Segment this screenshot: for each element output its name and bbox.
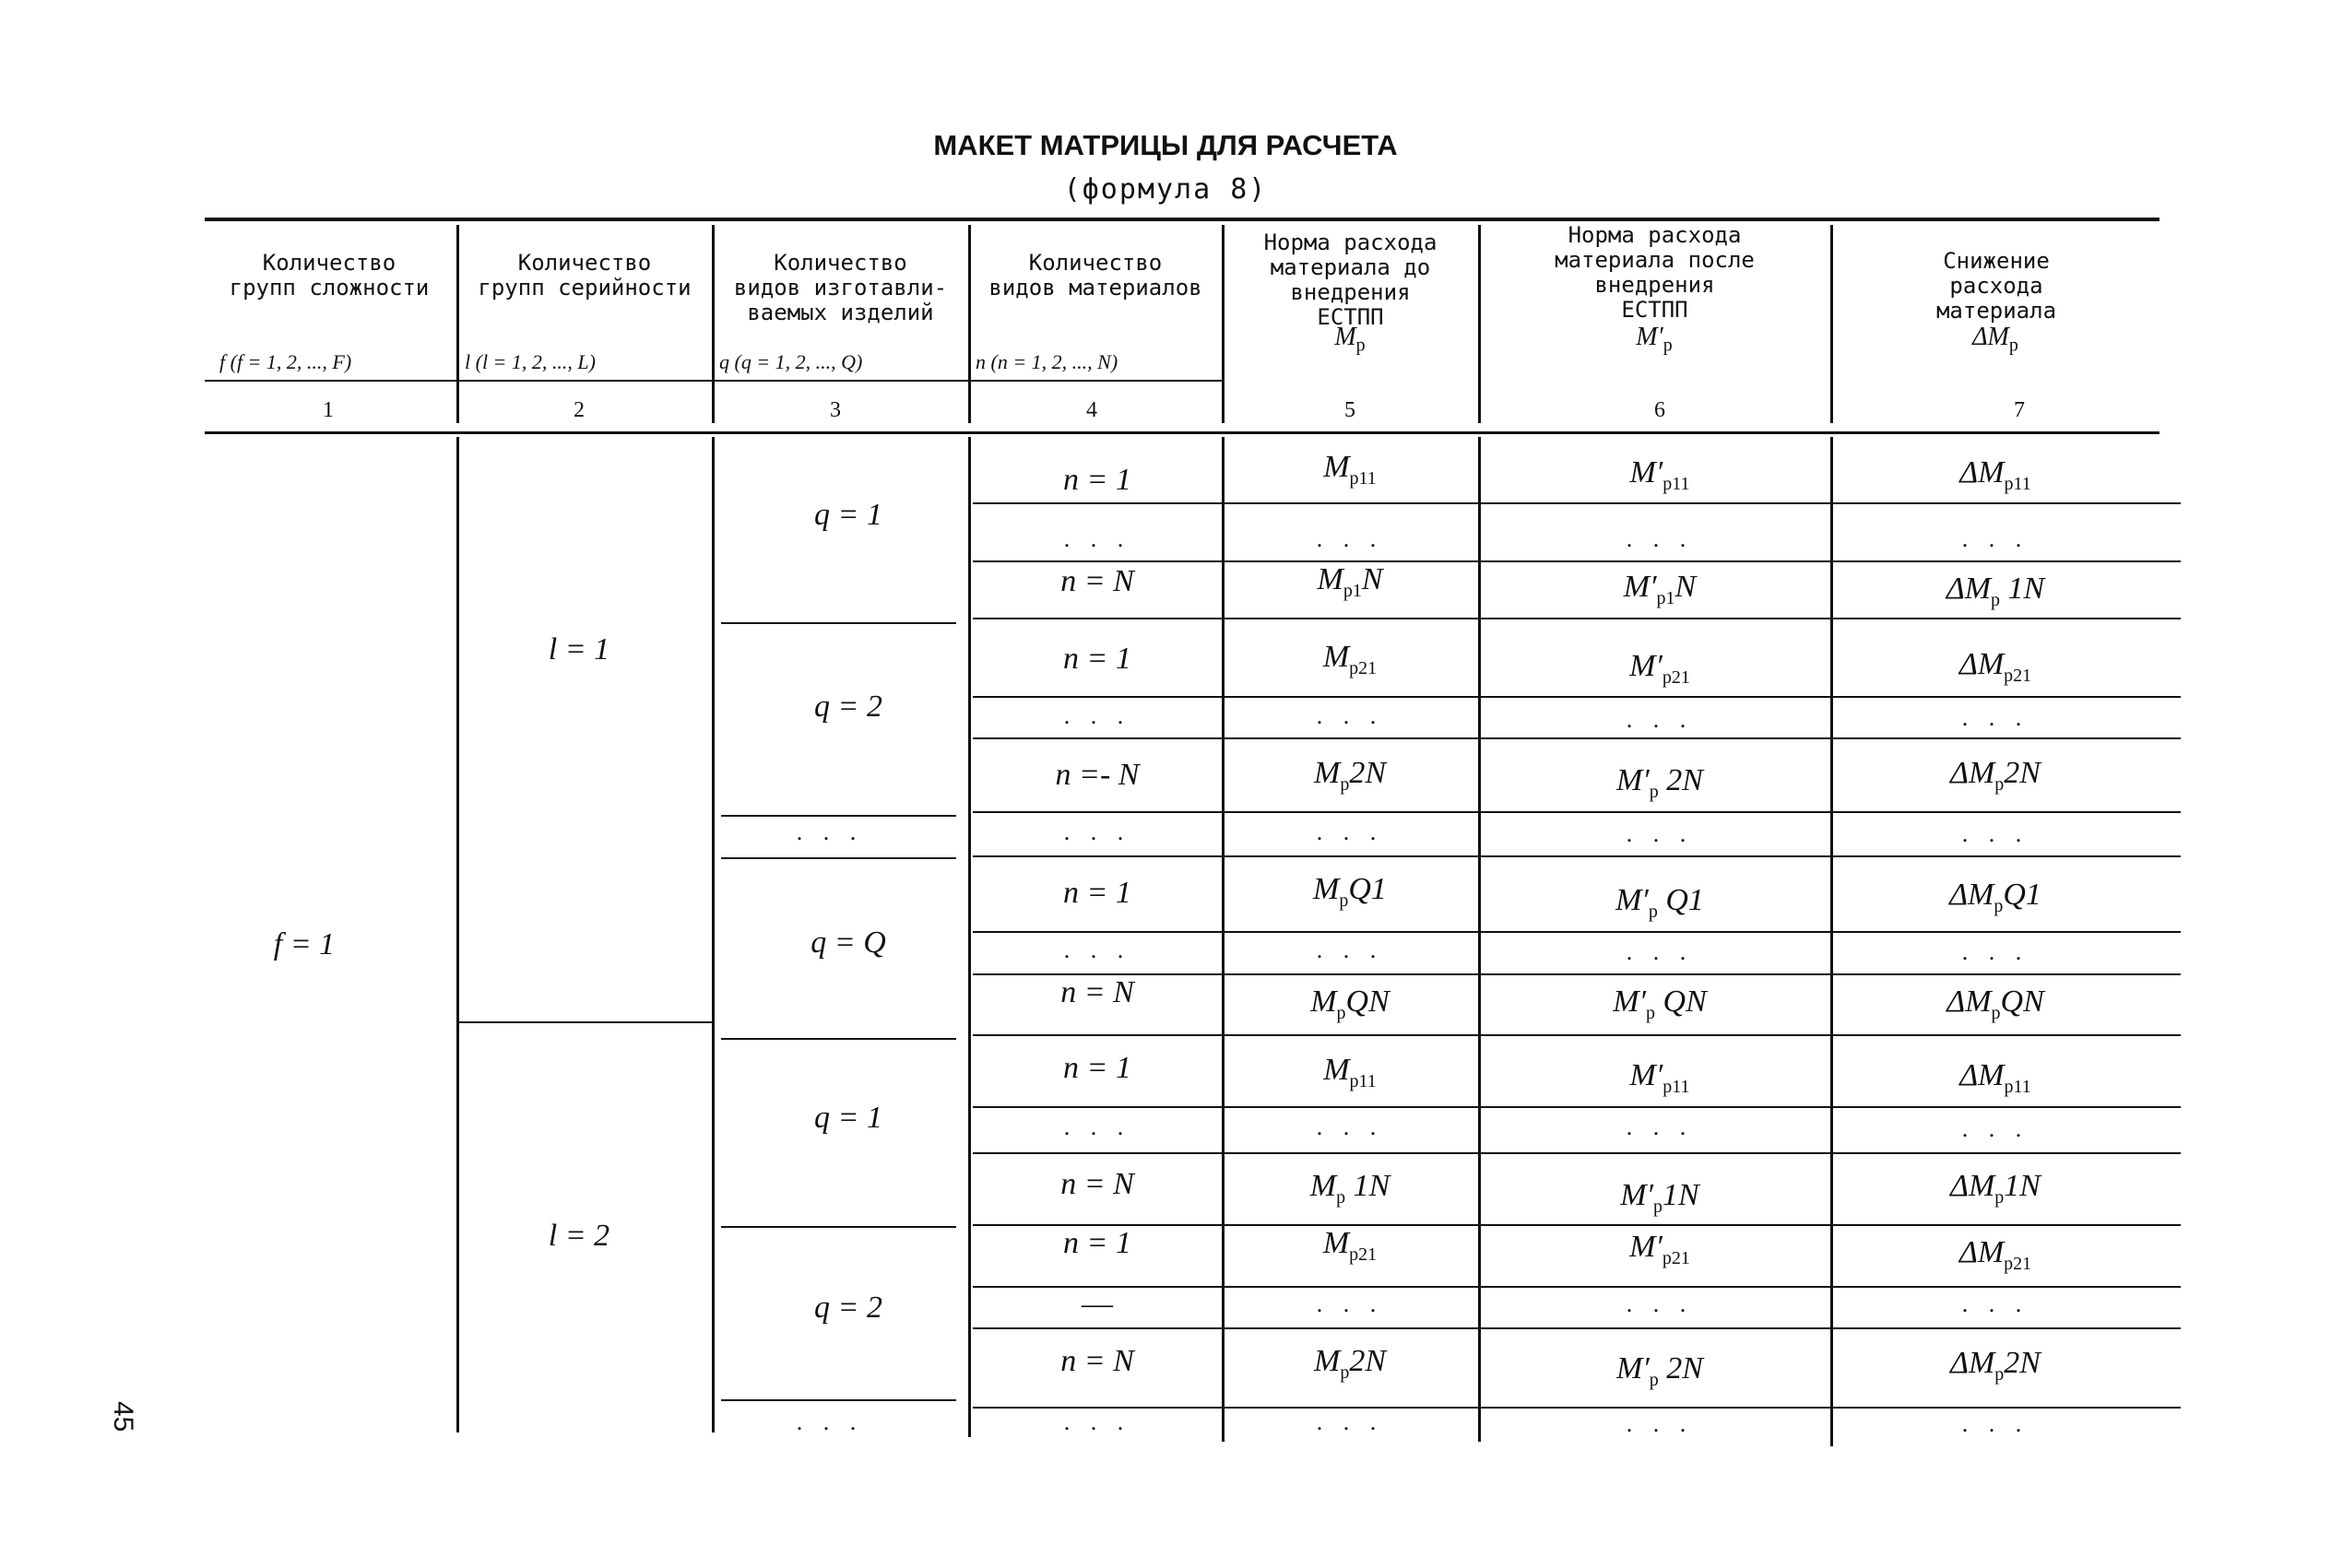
l-label-2: l = 2 bbox=[548, 1219, 610, 1253]
row-line bbox=[973, 502, 2181, 504]
delta-mp-cell: $\Delta M_{р21}$ bbox=[1958, 647, 2032, 686]
q-divider-1 bbox=[721, 622, 956, 624]
mp-dots: . . . bbox=[1316, 1409, 1384, 1435]
delta-mp-cell: $\Delta M_рQ1$ bbox=[1949, 878, 2041, 916]
header-bottom-rule bbox=[205, 431, 2159, 434]
n-dash: — bbox=[1082, 1287, 1113, 1321]
mp-prime-cell: $M'_{р11}$ bbox=[1629, 455, 1690, 494]
q-divider-5 bbox=[721, 1226, 956, 1228]
delta-mp-dots: . . . bbox=[1961, 1115, 2029, 1142]
q-label: q = Q bbox=[811, 925, 886, 960]
delta-mp-dots: . . . bbox=[1961, 938, 2029, 965]
q-divider-6 bbox=[721, 1399, 956, 1401]
n-cell: n = 1 bbox=[1063, 642, 1131, 676]
row-line bbox=[973, 1327, 2181, 1329]
delta-mp-dots: . . . bbox=[1961, 525, 2029, 552]
mp-dots: . . . bbox=[1316, 702, 1384, 729]
n-cell: n = 1 bbox=[1063, 463, 1131, 497]
delta-mp-dots: . . . bbox=[1961, 1291, 2029, 1317]
q-label: q = 1 bbox=[814, 498, 882, 532]
mp-prime-cell: $M'_{р11}$ bbox=[1629, 1058, 1690, 1097]
mp-prime-cell: $M'_р$ 2N bbox=[1616, 763, 1703, 802]
body-sep-3 bbox=[968, 437, 971, 1437]
mp-dots: . . . bbox=[1316, 1291, 1384, 1317]
delta-mp-cell: $\Delta M_{р21}$ bbox=[1958, 1235, 2032, 1274]
n-dots: . . . bbox=[1063, 702, 1131, 729]
delta-mp-cell: $\Delta M_р2N$ bbox=[1950, 756, 2041, 795]
delta-mp-cell: $\Delta M_р$ 1N bbox=[1946, 572, 2045, 610]
range-underline bbox=[205, 380, 1222, 382]
q-divider-2 bbox=[721, 815, 956, 817]
header-col-5: Норма расхода материала до внедрения ЕСТПП bbox=[1263, 230, 1438, 330]
mp-prime-cell: $M'_р$ 2N bbox=[1616, 1351, 1703, 1390]
mp-cell: $M_{р11}$ bbox=[1323, 450, 1377, 489]
col-number-7: 7 bbox=[2014, 398, 2025, 422]
mp-prime-cell: $M'_р1N$ bbox=[1620, 1178, 1699, 1217]
mp-cell: $M_р2N$ bbox=[1313, 756, 1386, 795]
range-col-1: f (f = 1, 2, ..., F) bbox=[219, 350, 352, 373]
n-cell: n = 1 bbox=[1063, 1226, 1131, 1260]
body-sep-2 bbox=[712, 437, 715, 1432]
body-sep-4 bbox=[1222, 437, 1225, 1442]
range-col-4: n (n = 1, 2, ..., N) bbox=[976, 350, 1118, 373]
mp-cell: $M_{р21}$ bbox=[1322, 1226, 1378, 1265]
q-divider-4 bbox=[721, 1038, 956, 1040]
header-col-3: Количество видов изготавли- ваемых изделий bbox=[733, 250, 948, 325]
f-label: f = 1 bbox=[273, 927, 336, 961]
mp-prime-cell: $M'_{р1}N$ bbox=[1623, 570, 1697, 608]
header-col-7: Снижение расхода материала bbox=[1935, 248, 2057, 324]
mp-dots: . . . bbox=[1316, 1114, 1384, 1140]
mp-dots: . . . bbox=[1316, 819, 1384, 845]
row-line bbox=[973, 855, 2181, 857]
mp-cell: $M_{р21}$ bbox=[1322, 640, 1378, 678]
q-label: q = 2 bbox=[814, 1291, 882, 1325]
header-col-1: Количество групп сложности bbox=[229, 250, 430, 301]
header-symbol-6: $M'_р$ bbox=[1636, 323, 1673, 356]
l-group-divider bbox=[456, 1021, 712, 1023]
row-line bbox=[973, 931, 2181, 933]
n-cell: n = 1 bbox=[1063, 876, 1131, 910]
row-line bbox=[973, 696, 2181, 698]
l-label-1: l = 1 bbox=[548, 632, 610, 666]
mp-dots: . . . bbox=[1316, 937, 1384, 963]
col-number-6: 6 bbox=[1654, 398, 1665, 422]
mp-cell: $M_{р11}$ bbox=[1323, 1053, 1377, 1091]
mp-cell: $M_рQN$ bbox=[1310, 984, 1390, 1023]
mp-prime-cell: $M'_р$ QN bbox=[1613, 984, 1707, 1023]
page-subtitle: (формула 8) bbox=[1063, 173, 1268, 206]
col-number-3: 3 bbox=[830, 398, 841, 422]
q-label: q = 1 bbox=[814, 1101, 882, 1135]
q-dots: . . . bbox=[796, 819, 864, 845]
mp-dots: . . . bbox=[1316, 525, 1384, 552]
delta-mp-dots: . . . bbox=[1961, 1410, 2029, 1437]
col-number-5: 5 bbox=[1344, 398, 1355, 422]
delta-mp-cell: $\Delta M_р2N$ bbox=[1950, 1346, 2041, 1385]
mp-cell: $M_{р1}N$ bbox=[1317, 562, 1383, 601]
mp-cell: $M_рQ1$ bbox=[1313, 872, 1387, 911]
header-col-6: Норма расхода материала после внедрения ЕСТПП bbox=[1555, 222, 1755, 323]
mp-prime-dots: . . . bbox=[1626, 525, 1694, 552]
col-number-2: 2 bbox=[574, 398, 585, 422]
n-dots: . . . bbox=[1063, 937, 1131, 963]
body-sep-5 bbox=[1478, 437, 1481, 1442]
mp-prime-dots: . . . bbox=[1626, 706, 1694, 733]
header-col-2: Количество групп серийности bbox=[478, 250, 692, 301]
row-line bbox=[973, 560, 2181, 562]
table-top-rule bbox=[205, 218, 2159, 221]
q-label: q = 2 bbox=[814, 690, 882, 724]
row-line bbox=[973, 737, 2181, 739]
row-line bbox=[973, 1106, 2181, 1108]
mp-cell: $M_р2N$ bbox=[1313, 1344, 1386, 1383]
delta-mp-cell: $\Delta M_{р11}$ bbox=[1959, 1058, 2031, 1097]
n-cell: n = N bbox=[1060, 1167, 1134, 1201]
n-cell: n =- N bbox=[1055, 758, 1140, 792]
row-line bbox=[973, 811, 2181, 813]
mp-cell: $M_р$ 1N bbox=[1309, 1169, 1390, 1208]
range-col-3: q (q = 1, 2, ..., Q) bbox=[719, 350, 863, 373]
mp-prime-dots: . . . bbox=[1626, 1291, 1694, 1317]
col-number-4: 4 bbox=[1086, 398, 1097, 422]
delta-mp-cell: $\Delta M_рQN$ bbox=[1946, 984, 2044, 1023]
q-dots: . . . bbox=[796, 1409, 864, 1435]
n-cell: n = N bbox=[1060, 975, 1134, 1009]
page-title: МАКЕТ МАТРИЦЫ ДЛЯ РАСЧЕТА bbox=[933, 129, 1398, 161]
n-cell: n = N bbox=[1060, 1344, 1134, 1378]
mp-prime-dots: . . . bbox=[1626, 1114, 1694, 1140]
mp-prime-cell: $M'_р$ Q1 bbox=[1615, 883, 1704, 922]
col-number-1: 1 bbox=[323, 398, 334, 422]
n-cell: n = 1 bbox=[1063, 1051, 1131, 1085]
mp-prime-cell: $M'_{р21}$ bbox=[1629, 649, 1690, 688]
row-line bbox=[973, 1034, 2181, 1036]
page-number: 45 bbox=[108, 1401, 138, 1432]
delta-mp-cell: $\Delta M_р1N$ bbox=[1950, 1169, 2041, 1208]
mp-prime-dots: . . . bbox=[1626, 938, 1694, 965]
n-dots: . . . bbox=[1063, 1409, 1131, 1435]
row-line bbox=[973, 1152, 2181, 1154]
mp-prime-cell: $M'_{р21}$ bbox=[1629, 1230, 1690, 1268]
header-col-4: Количество видов материалов bbox=[988, 250, 1202, 301]
delta-mp-cell: $\Delta M_{р11}$ bbox=[1959, 455, 2031, 494]
q-divider-3 bbox=[721, 857, 956, 859]
delta-mp-dots: . . . bbox=[1961, 820, 2029, 847]
range-col-2: l (l = 1, 2, ..., L) bbox=[465, 350, 596, 373]
row-line bbox=[973, 618, 2181, 619]
body-sep-1 bbox=[456, 437, 459, 1432]
body-sep-6 bbox=[1830, 437, 1833, 1446]
header-symbol-5: $M_р$ bbox=[1334, 323, 1366, 356]
header-symbol-7: $\Delta M_р$ bbox=[1972, 323, 2018, 356]
n-dots: . . . bbox=[1063, 1114, 1131, 1140]
n-dots: . . . bbox=[1063, 819, 1131, 845]
n-cell: n = N bbox=[1060, 564, 1134, 598]
mp-prime-dots: . . . bbox=[1626, 1410, 1694, 1437]
n-dots: . . . bbox=[1063, 525, 1131, 552]
delta-mp-dots: . . . bbox=[1961, 704, 2029, 731]
mp-prime-dots: . . . bbox=[1626, 820, 1694, 847]
